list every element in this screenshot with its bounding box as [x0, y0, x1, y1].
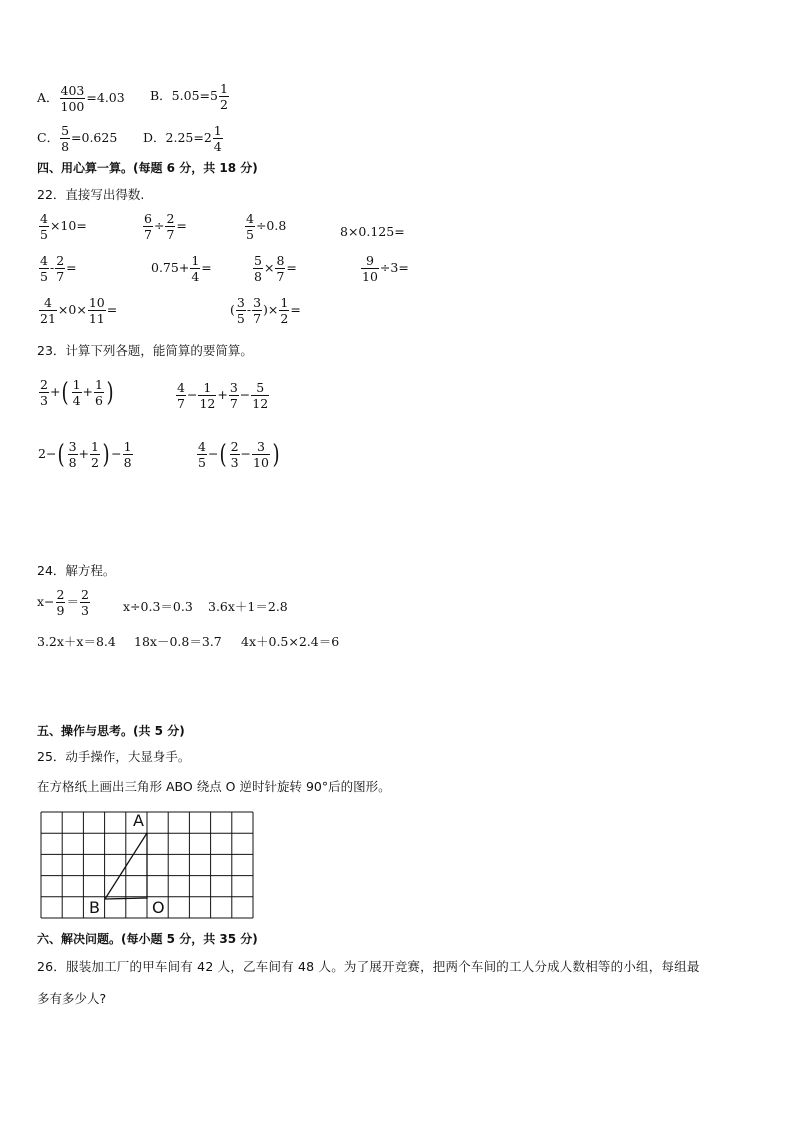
- fraction: $\frac{5}{8}$: [61, 123, 70, 155]
- question-title: 23．计算下列各题，能简算的要简算。: [37, 343, 253, 358]
- fraction: $\frac{1}{4}$: [213, 123, 222, 155]
- option-c: C． $\frac{5}{8}$ =0.625: [37, 123, 118, 155]
- equation: x÷0.3＝0.3: [123, 599, 193, 614]
- question-title: 24．解方程。: [37, 563, 116, 578]
- expression: ( $\frac{3}{5}$ - $\frac{3}{7}$ )× $\frac{1}{2}$ =: [230, 295, 301, 327]
- option-d: D．2.25=2 $\frac{1}{4}$: [143, 123, 222, 155]
- expression: $\frac{4}{21}$ ×0× $\frac{10}{11}$ =: [40, 295, 118, 327]
- instruction-text: 在方格纸上画出三角形 ABO 绕点 O 逆时针旋转 90°后的图形。: [37, 779, 391, 794]
- fraction: $\frac{403}{100}$: [60, 83, 85, 115]
- expression: $\frac{4}{5}$ − ( $\frac{2}{3}$ − $\frac{3}{10}$ ): [198, 439, 280, 471]
- expression: $\frac{4}{5}$ ×10=: [40, 211, 87, 243]
- equation: x− $\frac{2}{9}$ ＝ $\frac{2}{3}$: [37, 587, 89, 619]
- question-title: 25．动手操作，大显身手。: [37, 749, 191, 764]
- expression: 2− ( $\frac{3}{8}$ + $\frac{1}{2}$ ) − $\frac{1}{8}$: [38, 439, 132, 471]
- section-title: 六、解决问题。(每小题 5 分，共 35 分): [37, 932, 258, 946]
- expression: $\frac{9}{10}$ ÷3=: [362, 253, 409, 285]
- expression: $\frac{5}{8}$ × $\frac{8}{7}$ =: [254, 253, 297, 285]
- expression: $\frac{4}{5}$ ÷0.8: [246, 211, 287, 243]
- equation: 18x－0.8＝3.7: [134, 634, 222, 649]
- equation: 3.2x＋x＝8.4: [37, 634, 116, 649]
- expression: $\frac{6}{7}$ ÷ $\frac{2}{7}$ =: [144, 211, 187, 243]
- point-label-b: B: [89, 898, 100, 917]
- problem-text: 26．服装加工厂的甲车间有 42 人，乙车间有 48 人。为了展开竞赛，把两个车间的工人分成人数相等的小组，每组最: [37, 959, 700, 974]
- option-a: A． $\frac{403}{100}$ =4.03: [37, 83, 125, 115]
- fraction: $\frac{1}{2}$: [219, 81, 228, 113]
- expression: 0.75+ $\frac{1}{4}$ =: [151, 253, 212, 285]
- expression: $\frac{4}{7}$ − $\frac{1}{12}$ + $\frac{3}{7}$ − $\frac{5}{12}$: [177, 380, 269, 412]
- option-b: B．5.05=5 $\frac{1}{2}$: [150, 81, 228, 113]
- expression: 8×0.125=: [340, 224, 405, 239]
- equation: 4x＋0.5×2.4＝6: [241, 634, 340, 649]
- section-title: 五、操作与思考。(共 5 分): [37, 724, 185, 738]
- expression: $\frac{2}{3}$ + ( $\frac{1}{4}$ + $\frac{1}{6}$ ): [40, 377, 114, 409]
- question-title: 22．直接写出得数.: [37, 187, 145, 202]
- point-label-o: O: [152, 898, 165, 917]
- section-title: 四、用心算一算。(每题 6 分，共 18 分): [37, 161, 258, 175]
- equation: 3.6x＋1＝2.8: [208, 599, 288, 614]
- triangle-side-bo: [105, 898, 147, 899]
- problem-text: 多有多少人?: [37, 991, 107, 1006]
- expression: $\frac{4}{5}$ - $\frac{2}{7}$ =: [40, 253, 77, 285]
- point-label-a: A: [133, 811, 144, 830]
